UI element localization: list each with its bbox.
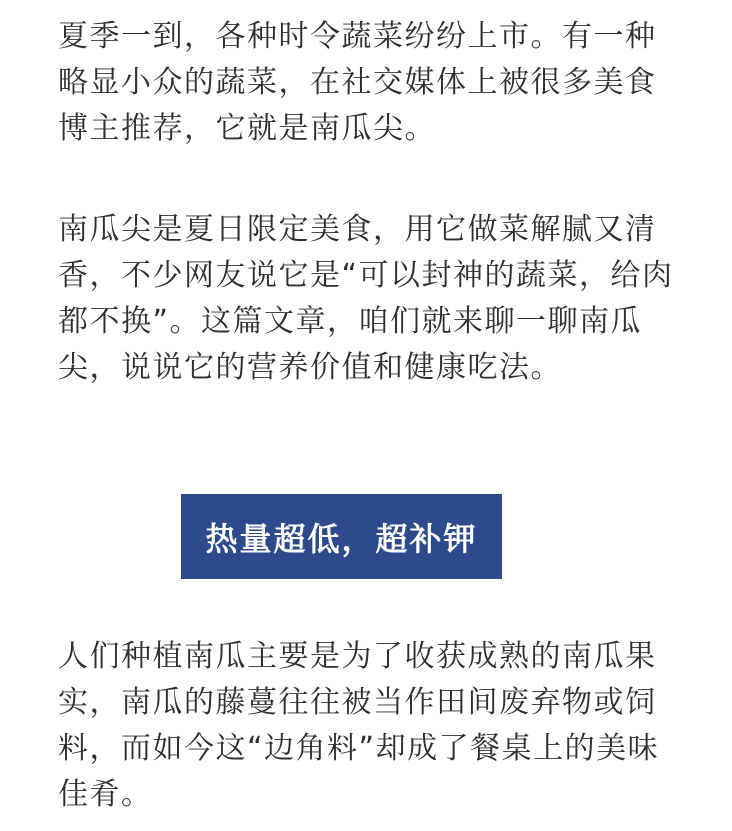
third-paragraph bbox=[58, 634, 660, 818]
paragraph-line: 佳肴。 bbox=[58, 777, 153, 812]
paragraph-line: 尖，说说它的营养价值和健康吃法。 bbox=[58, 350, 562, 385]
second-paragraph bbox=[58, 207, 674, 391]
paragraph-line: 香，不少网友说它是“可以封神的蔬菜，给肉 bbox=[58, 258, 674, 293]
intro-paragraph bbox=[58, 14, 657, 152]
paragraph-line: 夏季一到，各种时令蔬菜纷纷上市。有一种 bbox=[58, 19, 657, 54]
paragraph-line: 人们种植南瓜主要是为了收获成熟的南瓜果 bbox=[58, 639, 657, 674]
paragraph-line: 略显小众的蔬菜，在社交媒体上被很多美食 bbox=[58, 65, 657, 100]
section-heading-box bbox=[181, 494, 502, 579]
section-heading: 热量超低，超补钾 bbox=[205, 519, 478, 558]
paragraph-line: 南瓜尖是夏日限定美食，用它做菜解腻又清 bbox=[58, 212, 657, 247]
paragraph-line: 都不换”。这篇文章，咱们就来聊一聊南瓜 bbox=[58, 304, 643, 339]
paragraph-line: 料，而如今这“边角料”却成了餐桌上的美味 bbox=[58, 731, 660, 766]
paragraph-line: 博主推荐，它就是南瓜尖。 bbox=[58, 111, 436, 146]
paragraph-line: 实，南瓜的藤蔓往往被当作田间废弃物或饲 bbox=[58, 685, 657, 720]
